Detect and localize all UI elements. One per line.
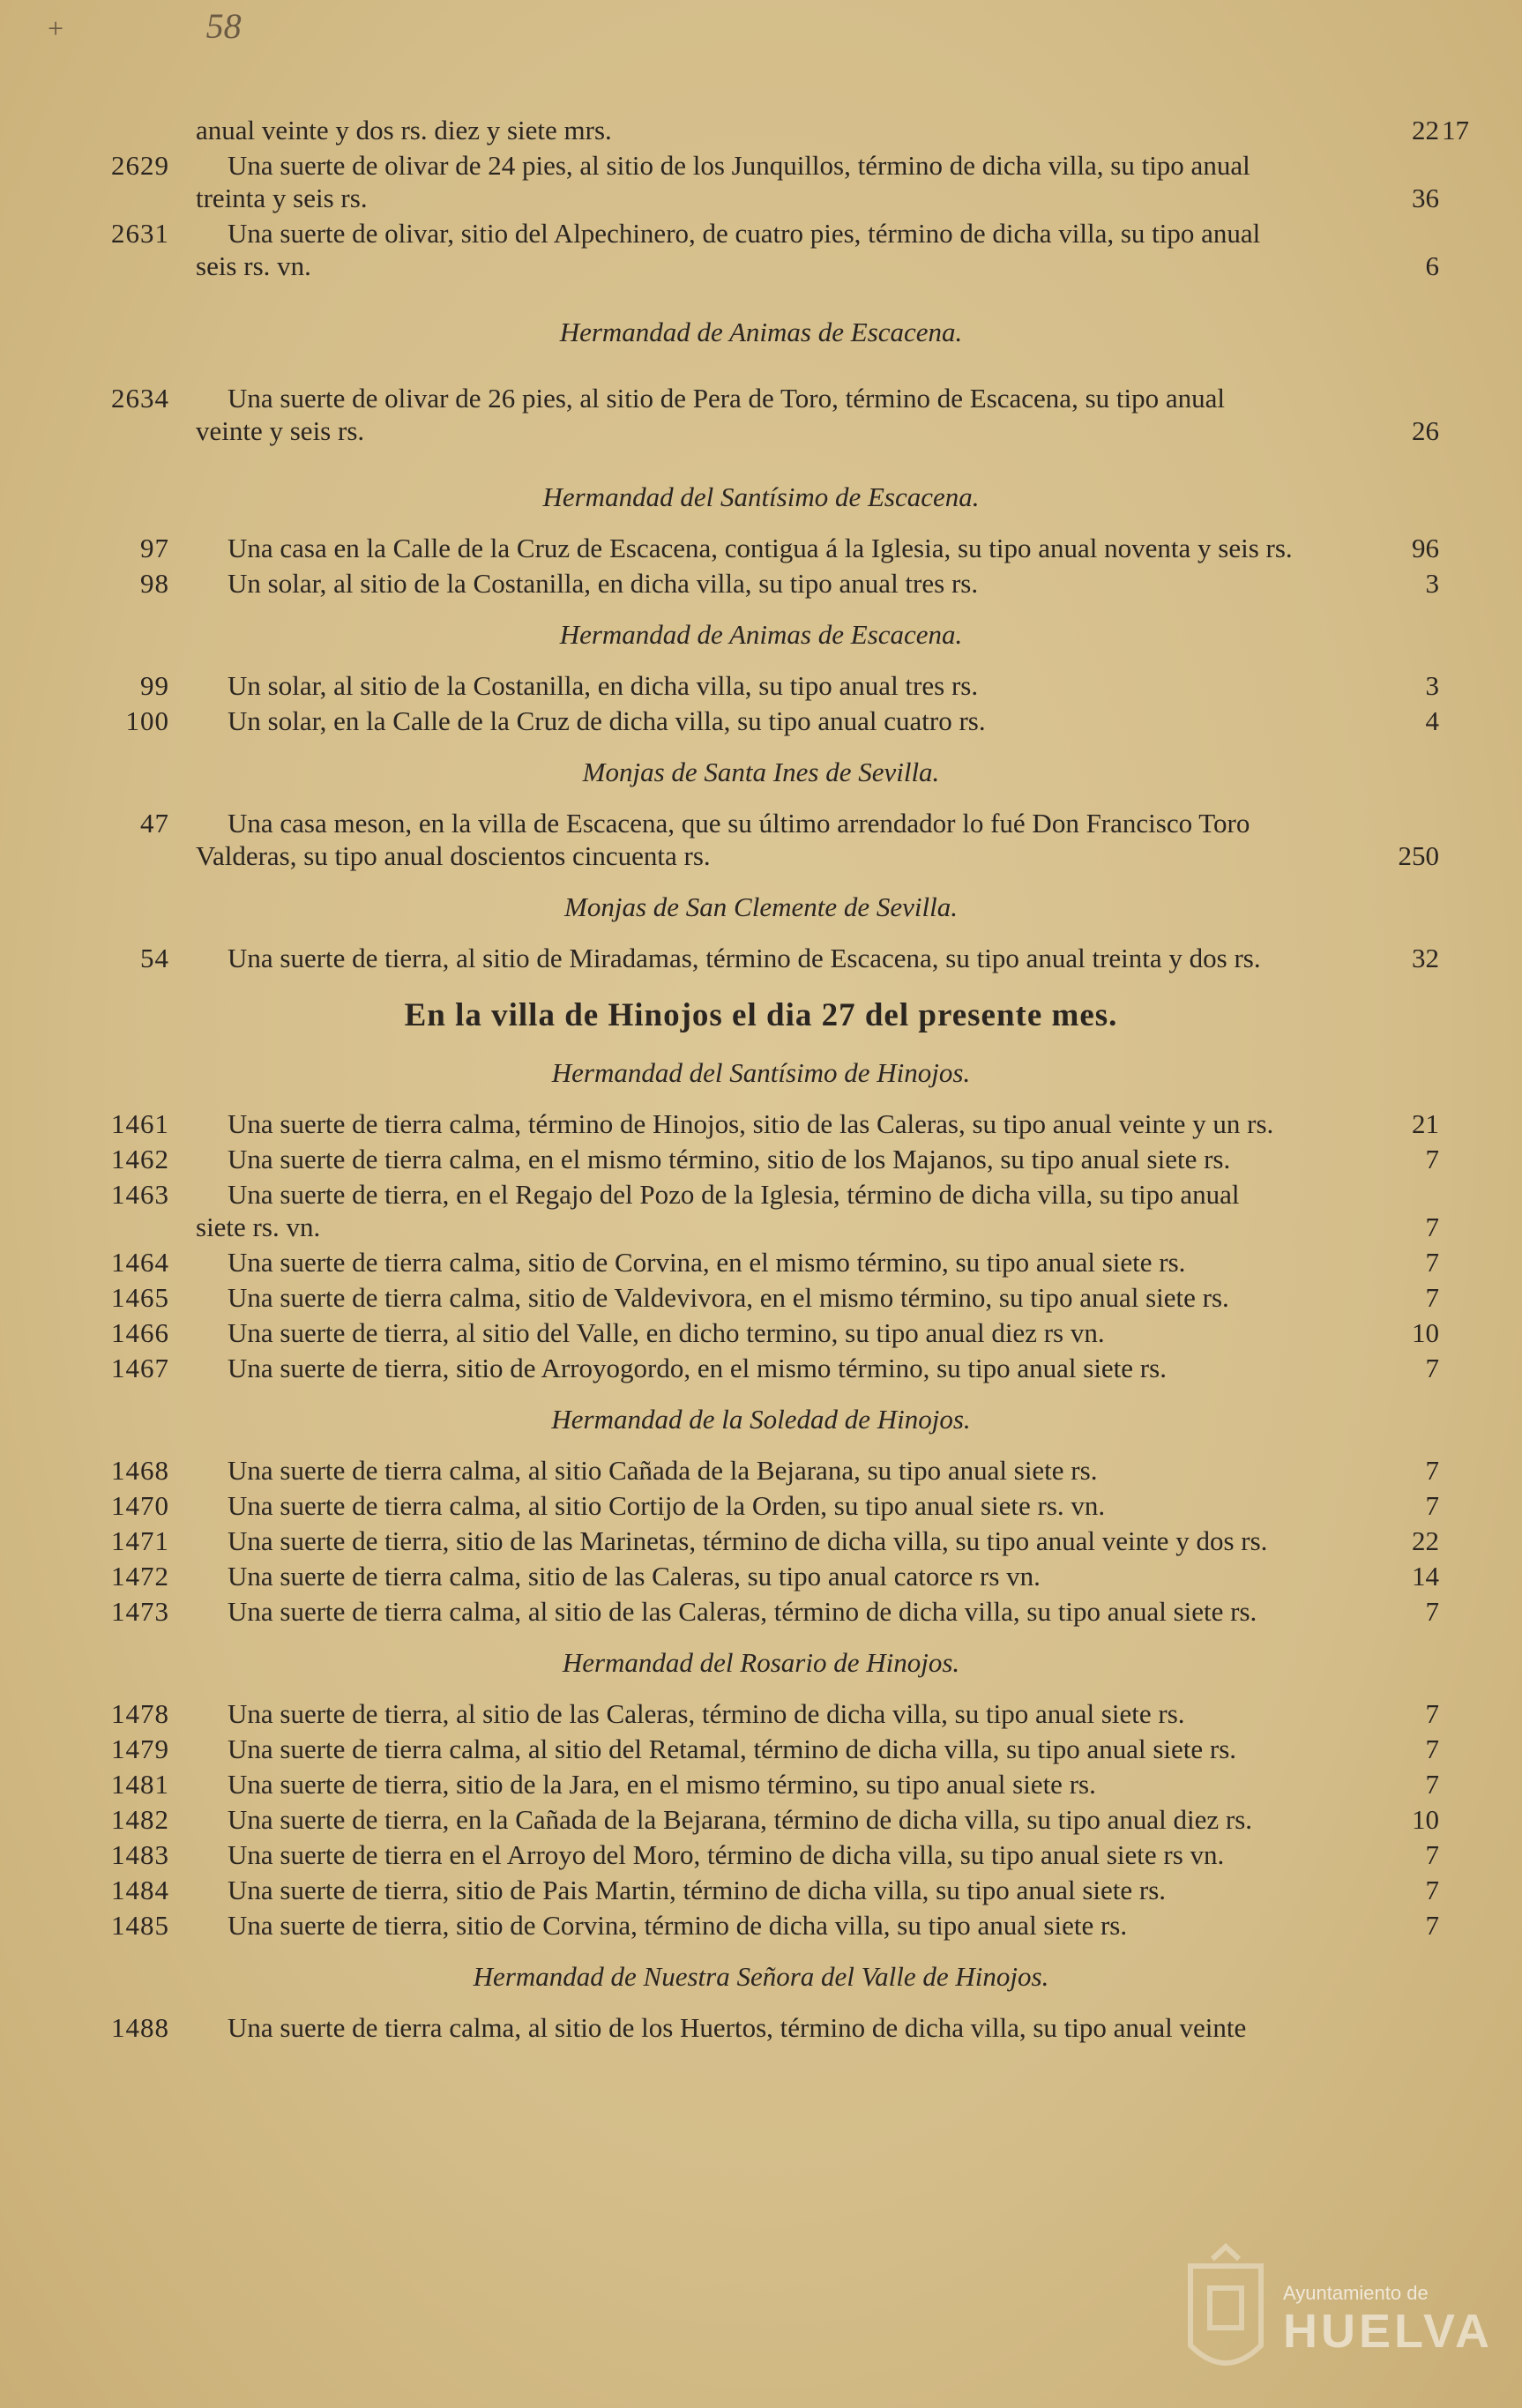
entry-description: Una suerte de tierra, al sitio de Miradamas, término de Escacena, su tipo anual treinta y dos rs. xyxy=(228,943,1261,973)
entry-description: Una suerte de tierra en el Arroyo del Moro, término de dicha villa, su tipo anual siete rs vn. xyxy=(228,1839,1225,1870)
entries-group xyxy=(0,1107,1522,1386)
lot-number: 1483 xyxy=(111,1839,169,1870)
entries-group xyxy=(0,668,1522,739)
entry-row xyxy=(0,1873,1522,1908)
corner-mark: + xyxy=(46,12,65,44)
lot-number: 1470 xyxy=(111,1490,169,1521)
entry-row xyxy=(0,1732,1522,1767)
lot-number: 1484 xyxy=(111,1875,169,1905)
entry-amount: 10 xyxy=(1412,1317,1439,1348)
entry-amount: 7 xyxy=(1425,1211,1439,1242)
lot-number: 1466 xyxy=(111,1317,169,1348)
entry-amount: 4 xyxy=(1425,705,1439,736)
entry-row xyxy=(0,1802,1522,1838)
entries-group xyxy=(0,113,1522,284)
section-heading: Hermandad de la Soledad de Hinojos. xyxy=(551,1404,971,1435)
lot-number: 1473 xyxy=(111,1596,169,1627)
lot-number: 1464 xyxy=(111,1247,169,1278)
entry-description: Una suerte de olivar de 24 pies, al sitio de los Junquillos, término de dicha villa, su tipo anual xyxy=(228,150,1250,181)
entries-group xyxy=(0,381,1522,449)
entry-description: Una suerte de tierra calma, sitio de Valdevivora, en el mismo término, su tipo anual siete rs. xyxy=(228,1282,1229,1313)
entry-amount: 7 xyxy=(1425,1698,1439,1729)
lot-number: 2634 xyxy=(111,383,169,414)
lot-number: 1478 xyxy=(111,1698,169,1729)
entry-description: Una casa meson, en la villa de Escacena, que su último arrendador lo fué Don Francisco Toro xyxy=(228,808,1250,839)
entry-amount: 7 xyxy=(1425,1875,1439,1905)
entry-description: Una suerte de tierra calma, en el mismo término, sitio de los Majanos, su tipo anual siete rs. xyxy=(228,1144,1231,1174)
entry-amount: 10 xyxy=(1412,1804,1439,1835)
entry-description: Una suerte de tierra calma, al sitio de los Huertos, término de dicha villa, su tipo anual veinte xyxy=(228,2012,1247,2043)
entry-row xyxy=(0,381,1522,416)
entry-description: seis rs. vn. xyxy=(196,250,311,281)
lot-number: 1472 xyxy=(111,1561,169,1592)
entry-description: Una suerte de tierra calma, al sitio Cortijo de la Orden, su tipo anual siete rs. vn. xyxy=(228,1490,1106,1521)
entry-row xyxy=(0,1107,1522,1142)
lot-number: 1488 xyxy=(111,2012,169,2043)
entry-description: Una casa en la Calle de la Cruz de Escacena, contigua á la Iglesia, su tipo anual noventa y seis rs. xyxy=(228,533,1293,563)
lot-number: 47 xyxy=(140,808,169,839)
section-heading: Hermandad de Animas de Escacena. xyxy=(559,317,963,347)
entry-row xyxy=(0,216,1522,251)
section-heading: Hermandad del Santísimo de Hinojos. xyxy=(551,1057,971,1088)
entry-amount: 7 xyxy=(1425,1910,1439,1941)
entry-description: Una suerte de tierra calma, al sitio Cañada de la Bejarana, su tipo anual siete rs. xyxy=(228,1455,1098,1486)
entry-row xyxy=(0,531,1522,566)
entry-description: Una suerte de tierra, sitio de Arroyogordo, en el mismo término, su tipo anual siete rs. xyxy=(228,1353,1167,1383)
entry-row xyxy=(0,668,1522,704)
entry-description: Una suerte de tierra calma, término de Hinojos, sitio de las Caleras, su tipo anual veinte y un rs. xyxy=(228,1108,1274,1139)
lot-number: 1465 xyxy=(111,1282,169,1313)
entry-row xyxy=(0,1767,1522,1802)
entry-amount: 3 xyxy=(1425,568,1439,599)
entry-row xyxy=(0,1316,1522,1351)
entry-description: Un solar, al sitio de la Costanilla, en dicha villa, su tipo anual tres rs. xyxy=(228,670,979,701)
entry-description: siete rs. vn. xyxy=(196,1211,321,1242)
entry-amount-mrs: 17 xyxy=(1442,115,1469,145)
entry-description: Una suerte de tierra calma, sitio de Corvina, en el mismo término, su tipo anual siete rs. xyxy=(228,1247,1186,1278)
watermark-caption: Ayuntamiento de xyxy=(1283,2282,1429,2304)
entry-row-continuation xyxy=(0,1210,1522,1245)
entry-description: Una suerte de tierra, en la Cañada de la Bejarana, término de dicha villa, su tipo anual diez rs. xyxy=(228,1804,1253,1835)
lot-number: 1461 xyxy=(111,1108,169,1139)
entry-row-continuation xyxy=(0,249,1522,284)
lot-number: 2629 xyxy=(111,150,169,181)
entry-description: Una suerte de tierra, al sitio de las Caleras, término de dicha villa, su tipo anual siete rs. xyxy=(228,1698,1185,1729)
lot-number: 1463 xyxy=(111,1179,169,1210)
entries-group xyxy=(0,1696,1522,1943)
entry-row xyxy=(0,1453,1522,1488)
section-heading: Monjas de San Clemente de Sevilla. xyxy=(564,891,958,922)
lot-number: 1467 xyxy=(111,1353,169,1383)
entry-row xyxy=(0,2010,1522,2046)
entry-row xyxy=(0,1838,1522,1873)
entry-amount: 36 xyxy=(1412,183,1439,213)
lot-number: 100 xyxy=(125,705,169,736)
entry-row xyxy=(0,1177,1522,1212)
entries-group xyxy=(0,531,1522,601)
entry-row-continuation xyxy=(0,839,1522,874)
entry-description: Una suerte de tierra calma, sitio de las Caleras, su tipo anual catorce rs vn. xyxy=(228,1561,1041,1592)
entry-amount: 32 xyxy=(1412,943,1439,973)
entry-amount: 7 xyxy=(1425,1455,1439,1486)
lot-number: 1485 xyxy=(111,1910,169,1941)
entry-amount: 7 xyxy=(1425,1733,1439,1764)
entry-amount: 7 xyxy=(1425,1247,1439,1278)
lot-number: 1468 xyxy=(111,1455,169,1486)
entry-row xyxy=(0,148,1522,183)
lot-number: 97 xyxy=(140,533,169,563)
entry-amount: 22 xyxy=(1412,1525,1439,1556)
entries-group xyxy=(0,1453,1522,1629)
entry-description: Una suerte de tierra, sitio de Corvina, término de dicha villa, su tipo anual siete rs. xyxy=(228,1910,1128,1941)
entry-amount: 7 xyxy=(1425,1769,1439,1800)
entry-row xyxy=(0,1142,1522,1177)
entry-amount: 21 xyxy=(1412,1108,1439,1139)
entry-description: veinte y seis rs. xyxy=(196,415,365,446)
entry-amount: 7 xyxy=(1425,1596,1439,1627)
entry-description: Una suerte de olivar, sitio del Alpechinero, de cuatro pies, término de dicha villa, su tipo anual xyxy=(228,218,1261,249)
entry-amount: 14 xyxy=(1412,1561,1439,1592)
section-heading: Monjas de Santa Ines de Sevilla. xyxy=(582,757,940,787)
entry-row xyxy=(0,1351,1522,1386)
watermark-title: HUELVA xyxy=(1283,2305,1493,2358)
handwritten-page-number xyxy=(46,5,242,47)
entry-row xyxy=(0,566,1522,601)
entry-row xyxy=(0,1908,1522,1943)
entry-row xyxy=(0,1488,1522,1524)
lot-number: 1482 xyxy=(111,1804,169,1835)
listing-content xyxy=(0,113,1522,2046)
entry-row xyxy=(0,1559,1522,1594)
entry-row-continuation xyxy=(0,181,1522,216)
entry-amount: 7 xyxy=(1425,1282,1439,1313)
entry-description: Una suerte de tierra, sitio de la Jara, en el mismo término, su tipo anual siete rs. xyxy=(228,1769,1096,1800)
entry-row xyxy=(0,1245,1522,1280)
entry-row xyxy=(0,1594,1522,1629)
entry-description: Un solar, al sitio de la Costanilla, en dicha villa, su tipo anual tres rs. xyxy=(228,568,979,599)
lot-number: 1479 xyxy=(111,1733,169,1764)
section-heading: Hermandad del Rosario de Hinojos. xyxy=(562,1647,960,1678)
entry-description: Una suerte de tierra calma, al sitio de las Caleras, término de dicha villa, su tipo anual siete rs. xyxy=(228,1596,1257,1627)
page-number: 58 xyxy=(205,6,242,46)
lot-number: 2631 xyxy=(111,218,169,249)
lot-number: 99 xyxy=(140,670,169,701)
entry-row xyxy=(0,1524,1522,1559)
entry-amount: 96 xyxy=(1412,533,1439,563)
section-heading: Hermandad de Animas de Escacena. xyxy=(559,619,963,650)
entry-description: anual veinte y dos rs. diez y siete mrs. xyxy=(196,115,612,145)
lot-number: 1471 xyxy=(111,1525,169,1556)
entries-group xyxy=(0,941,1522,976)
entry-row-continuation xyxy=(0,414,1522,449)
entry-amount: 22 xyxy=(1412,115,1439,145)
entry-description: Valderas, su tipo anual doscientos cincuenta rs. xyxy=(196,840,711,871)
town-heading: En la villa de Hinojos el dia 27 del presente mes. xyxy=(404,997,1118,1033)
entry-amount: 250 xyxy=(1398,840,1439,871)
entry-description: Una suerte de tierra, al sitio del Valle, en dicho termino, su tipo anual diez rs vn. xyxy=(228,1317,1105,1348)
entry-amount: 6 xyxy=(1425,250,1439,281)
entry-amount: 7 xyxy=(1425,1353,1439,1383)
entry-amount: 7 xyxy=(1425,1839,1439,1870)
entry-description: Una suerte de tierra, sitio de Pais Martin, término de dicha villa, su tipo anual siete rs. xyxy=(228,1875,1167,1905)
entry-description: Una suerte de tierra, en el Regajo del Pozo de la Iglesia, término de dicha villa, su tipo anual xyxy=(228,1179,1240,1210)
lot-number: 1481 xyxy=(111,1769,169,1800)
entries-group xyxy=(0,806,1522,874)
entry-description: Una suerte de tierra, sitio de las Marinetas, término de dicha villa, su tipo anual veinte y dos rs. xyxy=(228,1525,1268,1556)
entry-row xyxy=(0,1696,1522,1732)
lot-number: 1462 xyxy=(111,1144,169,1174)
entry-amount: 26 xyxy=(1412,415,1439,446)
section-heading: Hermandad del Santísimo de Escacena. xyxy=(542,481,980,512)
entry-description: Un solar, en la Calle de la Cruz de dicha villa, su tipo anual cuatro rs. xyxy=(228,705,986,736)
entry-row xyxy=(0,806,1522,841)
lot-number: 54 xyxy=(140,943,169,973)
entry-row xyxy=(0,941,1522,976)
entry-row xyxy=(0,113,1522,148)
entry-row xyxy=(0,1280,1522,1316)
entry-description: Una suerte de olivar de 26 pies, al sitio de Pera de Toro, término de Escacena, su tipo anual xyxy=(228,383,1225,414)
entry-description: treinta y seis rs. xyxy=(196,183,368,213)
entry-amount: 7 xyxy=(1425,1490,1439,1521)
entry-description: Una suerte de tierra calma, al sitio del Retamal, término de dicha villa, su tipo anual siete rs. xyxy=(228,1733,1237,1764)
lot-number: 98 xyxy=(140,568,169,599)
entries-group xyxy=(0,2010,1522,2046)
entry-amount: 3 xyxy=(1425,670,1439,701)
entry-amount: 7 xyxy=(1425,1144,1439,1174)
section-heading: Hermandad de Nuestra Señora del Valle de Hinojos. xyxy=(473,1961,1049,1992)
entry-row xyxy=(0,704,1522,739)
